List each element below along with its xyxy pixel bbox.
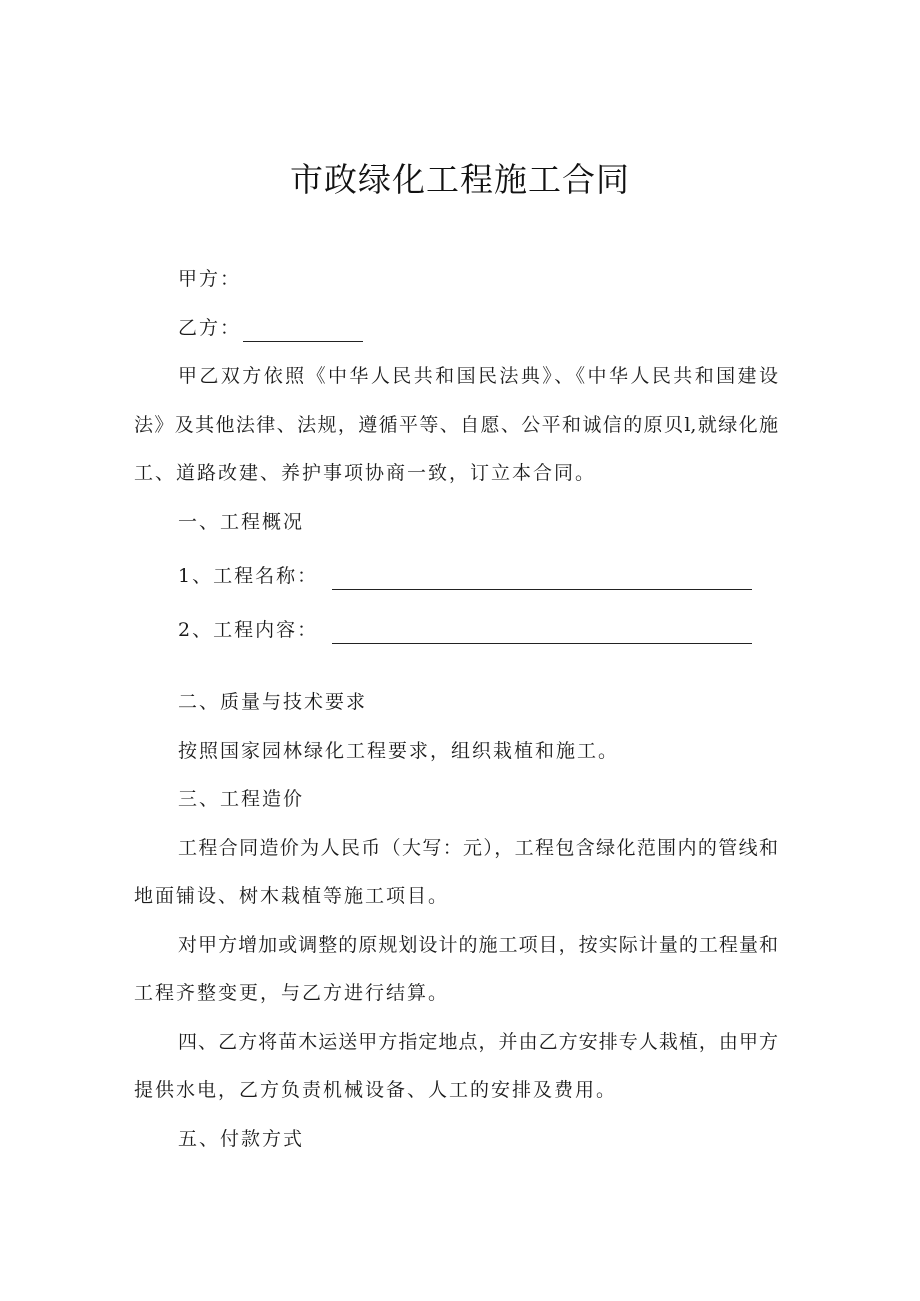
preamble-line-1: 甲乙双方依照《中华人民共和国民法典》、《中华人民共和国建设 <box>178 365 778 387</box>
section-3-heading: 三、工程造价 <box>178 788 305 810</box>
section-3-para2-line-1: 对甲方增加或调整的原规划设计的施工项目，按实际计量的工程量和 <box>178 934 778 956</box>
section-5-heading: 五、付款方式 <box>178 1128 305 1150</box>
project-name-blank <box>332 569 752 590</box>
section-2-text: 按照国家园林绿化工程要求，组织栽植和施工。 <box>178 740 620 762</box>
project-content-label: 2、工程内容： <box>178 619 319 641</box>
section-1-heading: 一、工程概况 <box>178 511 305 533</box>
section-4-line-2: 提供水电，乙方负责机械设备、人工的安排及费用。 <box>134 1079 618 1101</box>
section-3-para1-line-1: 工程合同造价为人民币（大写：元），工程包含绿化范围内的管线和 <box>178 837 778 859</box>
section-3-para1-line-2: 地面铺设、树木栽植等施工项目。 <box>134 885 450 907</box>
section-2-heading: 二、质量与技术要求 <box>178 691 368 713</box>
party-a-label: 甲方： <box>178 268 242 290</box>
party-b-label: 乙方： <box>178 317 242 339</box>
project-name-line <box>178 562 752 590</box>
party-a-line <box>178 265 241 293</box>
section-4-line-1: 四、乙方将苗木运送甲方指定地点，并由乙方安排专人栽植，由甲方 <box>178 1031 778 1053</box>
preamble-line-2: 法》及其他法律、法规，遵循平等、自愿、公平和诚信的原贝l,就绿化施 <box>134 414 778 436</box>
document-title: 市政绿化工程施工合同 <box>290 160 630 199</box>
project-content-blank <box>332 623 752 644</box>
project-content-line <box>178 616 752 644</box>
section-3-para2-line-2: 工程齐整变更，与乙方进行结算。 <box>134 982 450 1004</box>
preamble-line-3: 工、道路改建、养护事项协商一致，订立本合同。 <box>134 462 597 484</box>
party-b-blank <box>243 321 363 342</box>
party-b-line <box>178 314 363 342</box>
project-name-label: 1、工程名称： <box>178 565 319 587</box>
